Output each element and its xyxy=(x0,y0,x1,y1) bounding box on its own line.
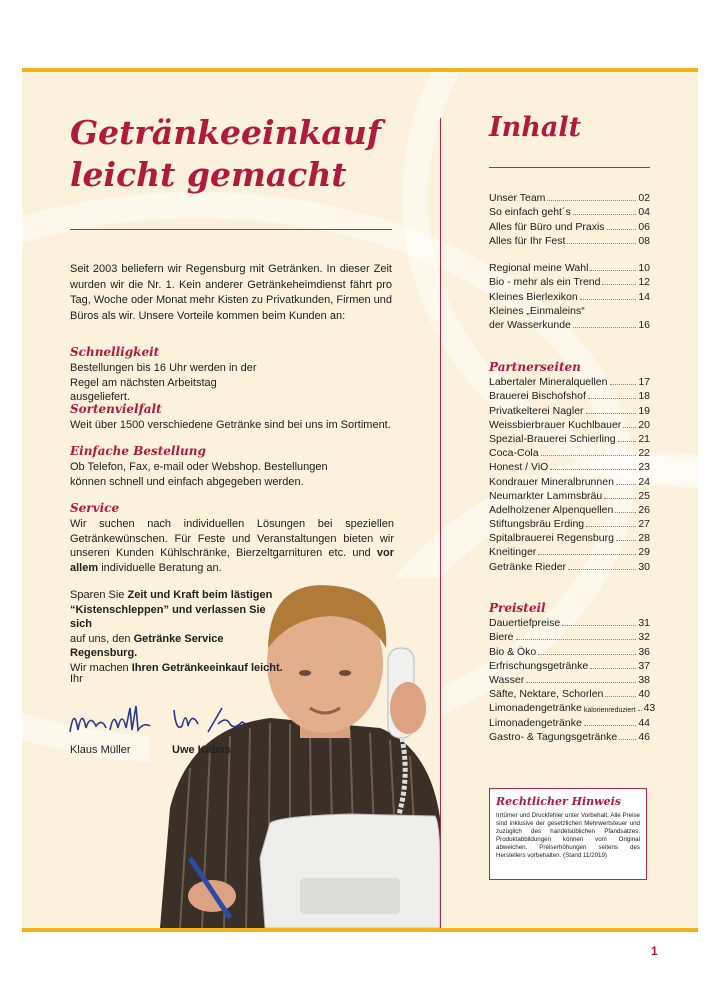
toc-leader-dots xyxy=(605,696,636,697)
toc-entry-page: 22 xyxy=(638,447,650,460)
text-einfache-bestellung: Ob Telefon, Fax, e-mail oder Webshop. Bestellungen können schnell und einfach abgegeben werden. xyxy=(70,461,328,488)
toc-entry-label: Bio & Öko xyxy=(489,645,537,658)
toc-entry xyxy=(489,516,650,530)
toc-entry-label: Coca-Cola xyxy=(489,447,539,460)
toc-entry-page: 30 xyxy=(638,560,650,573)
toc-entry-page: 10 xyxy=(638,262,650,275)
toc-entry xyxy=(489,459,650,473)
toc-leader-dots xyxy=(588,398,636,399)
toc-entry-label: So einfach geht´s xyxy=(489,206,571,219)
legal-notice-text: Irrtümer und Druckfehler unter Vorbehalt. Alle Preise sind inklusive der gesetzlichen Mehrwertsteuer und zuzüglich des handelsüblichen Pfandsatzes. Produktabbildungen können vom Original abweichen. Preiserhöhungen seitens des Herstellers vorbehalten. (Stand 11/2019) xyxy=(496,812,640,859)
toc-entry-label: Brauerei Bischofshof xyxy=(489,390,586,403)
toc-leader-dots xyxy=(547,200,636,201)
toc-entry-page: 08 xyxy=(638,234,650,247)
toc-entry-label: Säfte, Nektare, Schorlen xyxy=(489,688,604,701)
toc-group-2 xyxy=(489,260,650,331)
toc-entry-page: 14 xyxy=(638,290,650,303)
toc-leader-dots xyxy=(538,654,636,655)
toc-leader-dots xyxy=(623,427,636,428)
legal-notice-title: Rechtlicher Hinweis xyxy=(496,795,622,808)
toc-entry-page: 19 xyxy=(638,404,650,417)
title-line-1: Getränkeeinkauf xyxy=(70,113,382,152)
toc-entry xyxy=(489,190,650,204)
toc-entry xyxy=(489,643,650,657)
toc-entry-label: Wasser xyxy=(489,673,525,686)
closing-text-1: Sparen Sie xyxy=(70,589,128,601)
toc-entry xyxy=(489,388,650,402)
heading-einfache-bestellung: Einfache Bestellung xyxy=(70,444,206,458)
toc-entry xyxy=(489,260,650,274)
toc-entry-label: Getränke Rieder xyxy=(489,560,567,573)
toc-entry xyxy=(489,530,650,544)
toc-leader-dots xyxy=(616,484,636,485)
text-service xyxy=(70,517,394,575)
toc-entry-label: Gastro- & Tagungsgetränke xyxy=(489,730,618,743)
toc-entry-page: 24 xyxy=(638,475,650,488)
toc-entry-label: Dauertiefpreise xyxy=(489,617,561,630)
toc-entry xyxy=(489,686,650,700)
toc-entry-label: Unser Team xyxy=(489,192,546,205)
toc-group-preis xyxy=(489,615,656,743)
toc-entry-page: 46 xyxy=(638,730,650,743)
toc-entry-page: 31 xyxy=(638,617,650,630)
toc-leader-dots xyxy=(550,469,636,470)
toc-leader-dots xyxy=(586,413,637,414)
toc-entry-label: Erfrischungsgetränke xyxy=(489,659,589,672)
title-line-2: leicht gemacht xyxy=(70,155,347,194)
toc-entry-label: Adelholzener Alpenquellen xyxy=(489,503,614,516)
toc-entry xyxy=(489,629,650,643)
toc-entry-label: Alles für Ihr Fest xyxy=(489,234,566,247)
toc-entry-label: Neumarkter Lammsbräu xyxy=(489,489,603,502)
toc-leader-dots xyxy=(538,554,636,555)
service-text-bold: vor allem xyxy=(70,547,394,574)
closing-paragraph xyxy=(70,588,290,675)
toc-entry-page: 43 xyxy=(643,702,656,715)
toc-entry-page: 04 xyxy=(638,206,650,219)
toc-entry-page: 02 xyxy=(638,192,650,205)
toc-leader-dots xyxy=(602,284,636,285)
toc-entry-page: 16 xyxy=(638,318,650,331)
toc-entry-label: Kleines „Einmaleins“ xyxy=(489,304,585,317)
title-rule xyxy=(70,229,392,230)
toc-entry-label: Alles für Büro und Praxis xyxy=(489,220,605,233)
toc-entry-page: 37 xyxy=(638,659,650,672)
toc-entry-label: Regional meine Wahl xyxy=(489,262,589,275)
closing-bold-1: Zeit und Kraft beim lästigen xyxy=(127,589,273,601)
page-number: 1 xyxy=(651,944,658,958)
toc-leader-dots xyxy=(638,710,642,711)
heading-schnelligkeit: Schnelligkeit xyxy=(70,345,160,359)
toc-entry xyxy=(489,431,650,445)
toc-entry-label: Kneitinger xyxy=(489,546,537,559)
toc-heading-preisteil: Preisteil xyxy=(489,601,546,615)
toc-heading-partnerseiten: Partnerseiten xyxy=(489,360,581,374)
toc-entry-label: Spitalbrauerei Regensburg xyxy=(489,532,614,545)
toc-leader-dots xyxy=(610,384,637,385)
toc-entry-page: 17 xyxy=(638,376,650,389)
signer-name-2: Uwe Kabas xyxy=(172,744,231,756)
toc-leader-dots xyxy=(541,455,637,456)
ihr-text: Ihr xyxy=(70,673,83,685)
toc-leader-dots xyxy=(604,498,636,499)
toc-entry xyxy=(489,402,650,416)
toc-leader-dots xyxy=(607,229,637,230)
toc-entry xyxy=(489,303,650,317)
closing-text-4: Wir machen xyxy=(70,661,132,674)
toc-entry-label: Weissbierbrauer Kuchlbauer xyxy=(489,418,622,431)
toc-entry-label: Bio - mehr als ein Trend xyxy=(489,276,601,289)
toc-entry-page: 21 xyxy=(638,432,650,445)
toc-leader-dots xyxy=(573,327,636,328)
toc-group-1 xyxy=(489,190,650,247)
closing-bold-3: Getränke Service Regensburg. xyxy=(70,632,224,659)
toc-entry xyxy=(489,445,650,459)
toc-entry xyxy=(489,288,650,302)
toc-entry-page: 27 xyxy=(638,518,650,531)
toc-entry xyxy=(489,417,650,431)
toc-entry-label: der Wasserkunde xyxy=(489,318,571,331)
toc-entry-label: Honest / ViO xyxy=(489,461,549,474)
toc-entry xyxy=(489,317,650,331)
toc-entry xyxy=(489,488,650,502)
toc-leader-dots xyxy=(573,214,637,215)
toc-entry xyxy=(489,714,650,728)
toc-entry xyxy=(489,672,650,686)
toc-entry-label: Kleines Bierlexikon xyxy=(489,290,578,303)
toc-entry-label: Labertaler Mineralquellen xyxy=(489,376,608,389)
toc-entry xyxy=(489,700,656,715)
toc-leader-dots xyxy=(618,441,637,442)
toc-leader-dots xyxy=(619,739,636,740)
toc-entry-page: 44 xyxy=(638,716,650,729)
text-sortenvielfalt: Weit über 1500 verschiedene Getränke sind bei uns im Sortiment. xyxy=(70,419,391,431)
intro-paragraph: Seit 2003 beliefern wir Regensburg mit Getränken. In dieser Zeit wurden wir die Nr. 1. Kein anderer Getränkeheimdienst fährt pro Tag, Woche oder Monat mehr Kisten zu Privatkunden, Firmen und Büros als wir. Unsere Vorteile kommen beim Kunden an: xyxy=(70,263,393,322)
toc-group-partner xyxy=(489,374,650,573)
bottom-yellow-bar xyxy=(22,928,698,932)
toc-entry-page: 18 xyxy=(638,390,650,403)
toc-entry-label: Spezial-Brauerei Schierling xyxy=(489,432,616,445)
toc-entry-label: Limonadengetränke xyxy=(489,702,582,715)
service-text-b: individuelle Beratung an. xyxy=(98,561,222,574)
toc-entry xyxy=(489,502,650,516)
toc-entry xyxy=(489,274,650,288)
toc-entry-page: 23 xyxy=(638,461,650,474)
toc-title: Inhalt xyxy=(489,112,582,143)
toc-entry xyxy=(489,729,650,743)
toc-entry-label: Stiftungsbräu Erding xyxy=(489,518,585,531)
toc-entry-page: 20 xyxy=(638,418,650,431)
signature-klaus-mueller xyxy=(66,700,156,740)
toc-entry-label: Biere xyxy=(489,631,514,644)
closing-text-2: “Kistenschleppen” und verlassen Sie sich xyxy=(70,603,266,630)
closing-bold-4: Ihren Getränkeeinkauf leicht. xyxy=(131,661,283,674)
toc-entry xyxy=(489,473,650,487)
toc-entry xyxy=(489,374,650,388)
signer-name-1: Klaus Müller xyxy=(70,744,131,756)
toc-entry-label: Privatkelterei Nagler xyxy=(489,404,584,417)
toc-entry xyxy=(489,544,650,558)
toc-entry xyxy=(489,233,650,247)
toc-leader-dots xyxy=(616,540,636,541)
toc-entry-page: 25 xyxy=(638,489,650,502)
toc-entry xyxy=(489,615,650,629)
toc-leader-dots xyxy=(516,639,637,640)
text-schnelligkeit: Bestellungen bis 16 Uhr werden in der Regel am nächsten Arbeitstag ausgeliefert. xyxy=(70,362,257,403)
signature-uwe-kabas xyxy=(170,700,250,740)
legal-notice-box xyxy=(489,788,647,880)
toc-entry-page: 29 xyxy=(638,546,650,559)
toc-entry-page: 40 xyxy=(638,688,650,701)
toc-title-rule xyxy=(489,167,650,168)
toc-entry-page: 38 xyxy=(638,673,650,686)
heading-sortenvielfalt: Sortenvielfalt xyxy=(70,402,162,416)
closing-text-3: auf uns, den xyxy=(70,632,134,645)
toc-entry xyxy=(489,204,650,218)
toc-leader-dots xyxy=(562,625,636,626)
toc-entry-page: 28 xyxy=(638,532,650,545)
toc-leader-dots xyxy=(580,299,637,300)
toc-leader-dots xyxy=(590,668,636,669)
toc-entry xyxy=(489,558,650,572)
toc-leader-dots xyxy=(586,526,636,527)
toc-entry xyxy=(489,658,650,672)
page-title xyxy=(70,112,430,196)
toc-entry xyxy=(489,218,650,232)
toc-entry-label: Limonadengetränke xyxy=(489,716,582,729)
toc-leader-dots xyxy=(567,243,636,244)
toc-entry-label: Kondrauer Mineralbrunnen xyxy=(489,475,614,488)
toc-entry-page: 36 xyxy=(638,645,650,658)
toc-entry-note: kalorienreduziert xyxy=(583,707,636,715)
toc-leader-dots xyxy=(568,569,636,570)
service-text-a: Wir suchen nach individuellen Lösungen bei speziellen Getränkewünschen. Für Feste und Veranstaltungen bieten wir unseren Kunden Kühlschränke, Bierzeltgarnituren etc. und xyxy=(70,518,394,559)
column-divider xyxy=(440,118,441,928)
heading-service: Service xyxy=(70,501,120,515)
toc-leader-dots xyxy=(526,682,636,683)
toc-entry-page: 12 xyxy=(638,276,650,289)
toc-entry-page: 06 xyxy=(638,220,650,233)
toc-leader-dots xyxy=(590,270,636,271)
toc-leader-dots xyxy=(615,512,636,513)
toc-entry-page: 32 xyxy=(638,631,650,644)
toc-leader-dots xyxy=(584,725,636,726)
toc-entry-page: 26 xyxy=(638,503,650,516)
